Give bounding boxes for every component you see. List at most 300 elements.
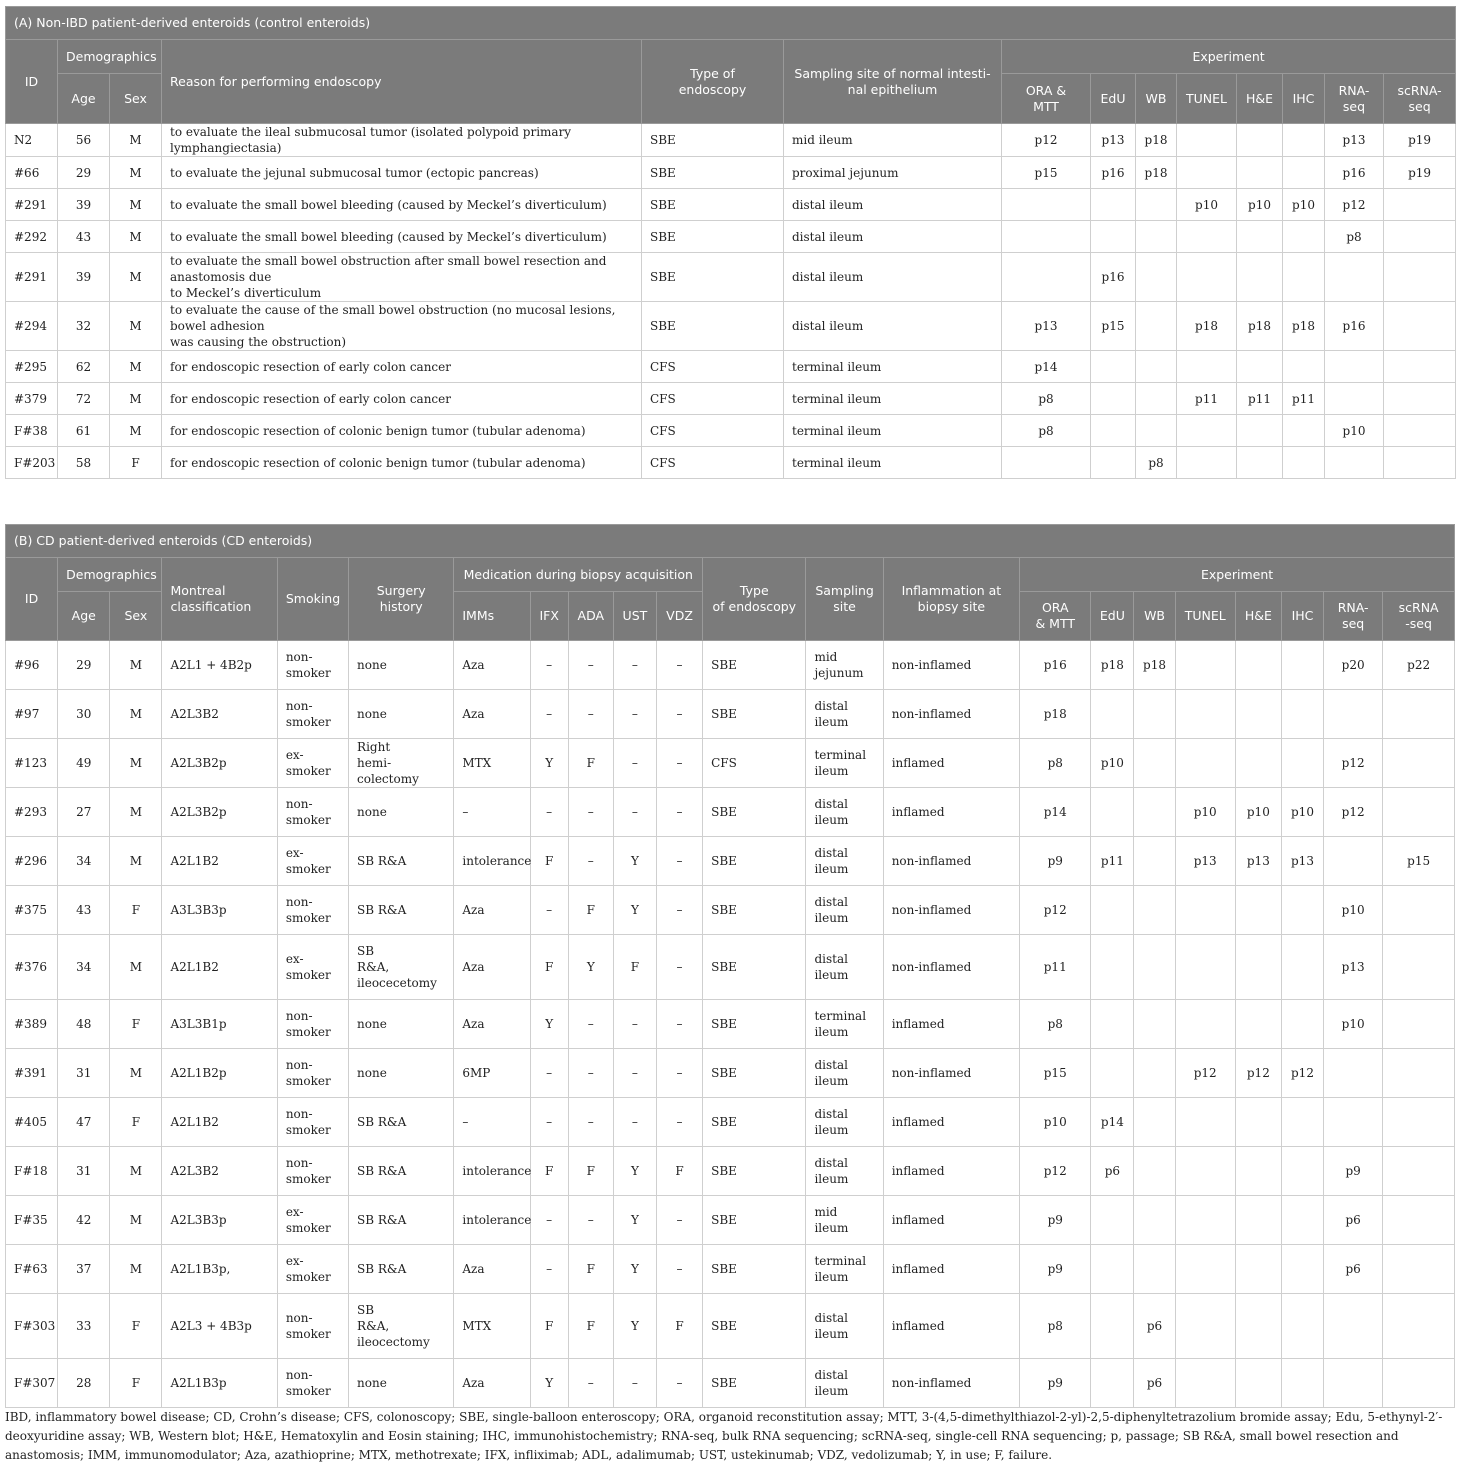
cell-exp: p9 xyxy=(1020,837,1091,886)
cell-reason: for endoscopic resection of early colon cancer xyxy=(162,351,642,383)
cell-smoking: non- smoker xyxy=(277,788,348,837)
cell-med: – xyxy=(613,641,656,690)
cell-surgery: SB R&A xyxy=(349,1098,454,1147)
cell-age: 33 xyxy=(58,1294,110,1359)
cell-med: – xyxy=(568,1098,613,1147)
cell-site: distal ileum xyxy=(806,1294,883,1359)
cell-sex: M xyxy=(110,1196,162,1245)
col-type: Type of endoscopy xyxy=(642,40,784,124)
cell-med: – xyxy=(568,690,613,739)
cell-surgery: Right hemi-colectomy xyxy=(349,739,454,788)
cell-id: F#303 xyxy=(6,1294,58,1359)
cell-exp: p6 xyxy=(1324,1245,1383,1294)
cell-id: #123 xyxy=(6,739,58,788)
cell-exp xyxy=(1091,447,1136,479)
cell-age: 47 xyxy=(58,1098,110,1147)
cell-age: 31 xyxy=(58,1049,110,1098)
cell-age: 56 xyxy=(58,124,110,157)
cell-id: N2 xyxy=(6,124,58,157)
col-sex: Sex xyxy=(110,592,162,641)
table-row xyxy=(6,1049,1455,1098)
cell-reason: to evaluate the cause of the small bowel obstruction (no mucosal lesions, bowel adhesion was causing the obstruction) xyxy=(162,302,642,351)
cell-sex: M xyxy=(110,690,162,739)
cell-smoking: non- smoker xyxy=(277,886,348,935)
cell-site: mid ileum xyxy=(784,124,1002,157)
cell-exp xyxy=(1134,1000,1175,1049)
col-exp-7: scRNA -seq xyxy=(1383,592,1455,641)
cell-montreal: A2L1B2 xyxy=(162,837,277,886)
cell-reason: to evaluate the small bowel bleeding (caused by Meckel’s diverticulum) xyxy=(162,189,642,221)
cell-exp xyxy=(1134,1147,1175,1196)
cell-exp: p18 xyxy=(1283,302,1325,351)
cell-exp xyxy=(1324,1098,1383,1147)
cell-inflammation: non-inflamed xyxy=(883,641,1019,690)
cell-med: Y xyxy=(613,1294,656,1359)
cell-exp xyxy=(1383,1294,1455,1359)
cell-exp: p13 xyxy=(1175,837,1235,886)
cell-exp xyxy=(1384,383,1456,415)
cell-med: – xyxy=(613,1098,656,1147)
cell-exp xyxy=(1283,157,1325,189)
cell-exp: p6 xyxy=(1134,1359,1175,1408)
cell-age: 39 xyxy=(58,253,110,302)
col-exp-4: H&E xyxy=(1235,592,1281,641)
cell-exp xyxy=(1281,641,1323,690)
col-reason: Reason for performing endoscopy xyxy=(162,40,642,124)
cell-id: #294 xyxy=(6,302,58,351)
cell-site: terminal ileum xyxy=(784,383,1002,415)
cell-exp xyxy=(1235,1245,1281,1294)
cell-exp xyxy=(1235,1000,1281,1049)
cell-exp: p16 xyxy=(1091,157,1136,189)
cell-site: distal ileum xyxy=(784,253,1002,302)
cell-med: – xyxy=(530,1049,568,1098)
cell-exp xyxy=(1383,1049,1455,1098)
col-exp-5: IHC xyxy=(1281,592,1323,641)
cell-type: CFS xyxy=(642,351,784,383)
cell-exp: p9 xyxy=(1020,1245,1091,1294)
cell-age: 61 xyxy=(58,415,110,447)
cell-exp xyxy=(1136,302,1177,351)
cell-med: – xyxy=(454,788,530,837)
cell-exp xyxy=(1281,935,1323,1000)
table-row xyxy=(6,1245,1455,1294)
cell-age: 42 xyxy=(58,1196,110,1245)
cell-inflammation: inflamed xyxy=(883,739,1019,788)
cell-id: #291 xyxy=(6,189,58,221)
cell-type: SBE xyxy=(642,157,784,189)
cell-montreal: A2L3B3p xyxy=(162,1196,277,1245)
cell-surgery: SB R&A xyxy=(349,1196,454,1245)
cell-exp: p15 xyxy=(1091,302,1136,351)
cell-exp xyxy=(1177,253,1237,302)
cell-age: 43 xyxy=(58,886,110,935)
cell-smoking: ex- smoker xyxy=(277,739,348,788)
cell-exp xyxy=(1134,837,1175,886)
cell-inflammation: non-inflamed xyxy=(883,837,1019,886)
cell-exp xyxy=(1136,189,1177,221)
table-row xyxy=(6,383,1456,415)
cell-med: F xyxy=(530,935,568,1000)
col-id: ID xyxy=(6,40,58,124)
cell-med: F xyxy=(530,1294,568,1359)
cell-id: #291 xyxy=(6,253,58,302)
table-row xyxy=(6,788,1455,837)
cell-sex: M xyxy=(110,935,162,1000)
cell-exp xyxy=(1281,690,1323,739)
cell-type: SBE xyxy=(642,253,784,302)
cell-exp: p19 xyxy=(1384,124,1456,157)
table-row xyxy=(6,253,1456,302)
cell-exp: p13 xyxy=(1281,837,1323,886)
cell-id: #66 xyxy=(6,157,58,189)
cell-age: 58 xyxy=(58,447,110,479)
cell-site: distal ileum xyxy=(784,302,1002,351)
cell-exp xyxy=(1281,1000,1323,1049)
cell-reason: for endoscopic resection of colonic benign tumor (tubular adenoma) xyxy=(162,447,642,479)
cell-med: – xyxy=(568,1359,613,1408)
col-exp-6: RNA- seq xyxy=(1324,592,1383,641)
cell-id: F#203 xyxy=(6,447,58,479)
cell-exp xyxy=(1384,253,1456,302)
cell-exp: p13 xyxy=(1002,302,1091,351)
cell-exp: p8 xyxy=(1136,447,1177,479)
cell-exp xyxy=(1237,351,1283,383)
cell-med: – xyxy=(613,1000,656,1049)
cell-id: #389 xyxy=(6,1000,58,1049)
cell-med: – xyxy=(656,641,702,690)
cell-exp xyxy=(1283,415,1325,447)
table-row xyxy=(6,157,1456,189)
cell-sex: F xyxy=(110,447,162,479)
cell-med: – xyxy=(530,1098,568,1147)
cell-exp xyxy=(1175,886,1235,935)
cell-type: SBE xyxy=(703,1000,806,1049)
cell-type: SBE xyxy=(703,1359,806,1408)
cell-exp: p10 xyxy=(1324,1000,1383,1049)
cell-med: F xyxy=(656,1147,702,1196)
cell-exp: p10 xyxy=(1237,189,1283,221)
cell-exp: p10 xyxy=(1235,788,1281,837)
table-row xyxy=(6,1294,1455,1359)
col-smoking: Smoking xyxy=(277,558,348,641)
cell-type: SBE xyxy=(703,837,806,886)
cell-id: #295 xyxy=(6,351,58,383)
cell-age: 62 xyxy=(58,351,110,383)
cell-exp xyxy=(1134,739,1175,788)
cell-inflammation: non-inflamed xyxy=(883,886,1019,935)
cell-exp xyxy=(1235,935,1281,1000)
cell-exp: p10 xyxy=(1177,189,1237,221)
cell-med: Aza xyxy=(454,1359,530,1408)
cell-exp: p14 xyxy=(1002,351,1091,383)
cell-exp xyxy=(1324,837,1383,886)
cell-exp xyxy=(1002,221,1091,253)
cell-sex: M xyxy=(110,1245,162,1294)
cell-exp: p8 xyxy=(1020,1294,1091,1359)
cell-exp: p9 xyxy=(1020,1196,1091,1245)
cell-inflammation: inflamed xyxy=(883,1000,1019,1049)
cell-site: distal ileum xyxy=(806,690,883,739)
cell-exp xyxy=(1091,221,1136,253)
cell-age: 30 xyxy=(58,690,110,739)
cell-site: distal ileum xyxy=(806,1147,883,1196)
col-exp-5: IHC xyxy=(1283,74,1325,124)
cell-type: CFS xyxy=(703,739,806,788)
cell-inflammation: inflamed xyxy=(883,1245,1019,1294)
cell-montreal: A3L3B1p xyxy=(162,1000,277,1049)
cell-inflammation: inflamed xyxy=(883,1196,1019,1245)
cell-exp xyxy=(1136,383,1177,415)
cell-exp: p16 xyxy=(1325,157,1384,189)
cell-exp xyxy=(1384,189,1456,221)
cell-exp: p8 xyxy=(1020,739,1091,788)
cell-exp xyxy=(1175,1245,1235,1294)
cell-id: #293 xyxy=(6,788,58,837)
cell-age: 34 xyxy=(58,935,110,1000)
cell-sex: M xyxy=(110,383,162,415)
cell-age: 48 xyxy=(58,1000,110,1049)
cell-exp xyxy=(1235,886,1281,935)
cell-med: – xyxy=(530,886,568,935)
cell-exp xyxy=(1175,1000,1235,1049)
cell-med: Y xyxy=(530,1000,568,1049)
cell-exp xyxy=(1235,1294,1281,1359)
table-row xyxy=(6,641,1455,690)
cell-sex: M xyxy=(110,1147,162,1196)
cell-type: SBE xyxy=(703,1049,806,1098)
cell-exp xyxy=(1324,1049,1383,1098)
cell-age: 49 xyxy=(58,739,110,788)
cell-exp: p9 xyxy=(1324,1147,1383,1196)
cell-exp xyxy=(1383,935,1455,1000)
cell-exp xyxy=(1283,253,1325,302)
cell-sex: F xyxy=(110,1000,162,1049)
cell-med: – xyxy=(530,641,568,690)
cell-med: F xyxy=(656,1294,702,1359)
cell-med: F xyxy=(568,1147,613,1196)
col-med-2: ADA xyxy=(568,592,613,641)
cell-med: Y xyxy=(613,1147,656,1196)
table-row xyxy=(6,124,1456,157)
cell-sex: F xyxy=(110,1359,162,1408)
cell-exp xyxy=(1384,221,1456,253)
cell-exp xyxy=(1177,157,1237,189)
cell-type: SBE xyxy=(703,935,806,1000)
cell-exp: p8 xyxy=(1002,415,1091,447)
cell-exp xyxy=(1136,415,1177,447)
cell-exp: p18 xyxy=(1020,690,1091,739)
cell-med: Y xyxy=(613,1245,656,1294)
cell-site: mid jejunum xyxy=(806,641,883,690)
cell-exp xyxy=(1091,1294,1134,1359)
col-montreal: Montreal classification xyxy=(162,558,277,641)
cell-med: Y xyxy=(530,1359,568,1408)
cell-id: #296 xyxy=(6,837,58,886)
table-row xyxy=(6,189,1456,221)
cell-exp: p12 xyxy=(1020,1147,1091,1196)
cell-exp xyxy=(1325,253,1384,302)
cell-med: Aza xyxy=(454,641,530,690)
cell-exp xyxy=(1002,447,1091,479)
cell-exp: p19 xyxy=(1384,157,1456,189)
cell-exp xyxy=(1002,253,1091,302)
cell-exp xyxy=(1235,739,1281,788)
cell-exp: p10 xyxy=(1283,189,1325,221)
cell-inflammation: non-inflamed xyxy=(883,1049,1019,1098)
cell-exp xyxy=(1091,415,1136,447)
cell-id: F#35 xyxy=(6,1196,58,1245)
cell-exp xyxy=(1235,1147,1281,1196)
cell-med: Aza xyxy=(454,1245,530,1294)
col-site: Sampling site of normal intesti- nal epithelium xyxy=(784,40,1002,124)
cell-exp: p6 xyxy=(1091,1147,1134,1196)
cell-site: terminal ileum xyxy=(806,739,883,788)
cell-reason: for endoscopic resection of early colon cancer xyxy=(162,383,642,415)
cell-montreal: A2L1B2 xyxy=(162,1098,277,1147)
col-exp-4: H&E xyxy=(1237,74,1283,124)
cell-id: F#307 xyxy=(6,1359,58,1408)
cell-med: – xyxy=(530,1196,568,1245)
cell-exp xyxy=(1175,935,1235,1000)
cell-surgery: SB R&A, ileocecetomy xyxy=(349,935,454,1000)
cell-sex: M xyxy=(110,189,162,221)
cell-exp: p14 xyxy=(1020,788,1091,837)
table-row xyxy=(6,351,1456,383)
cell-montreal: A2L3B2p xyxy=(162,739,277,788)
cell-exp xyxy=(1383,1098,1455,1147)
cell-med: Y xyxy=(530,739,568,788)
cell-exp: p11 xyxy=(1283,383,1325,415)
cell-exp xyxy=(1237,157,1283,189)
cell-med: – xyxy=(656,1245,702,1294)
cell-exp xyxy=(1091,1049,1134,1098)
cell-med: – xyxy=(568,1049,613,1098)
cell-exp: p15 xyxy=(1383,837,1455,886)
cell-montreal: A2L3B2 xyxy=(162,690,277,739)
cell-montreal: A2L1B2p xyxy=(162,1049,277,1098)
cell-med: intolerance xyxy=(454,1147,530,1196)
cell-site: terminal ileum xyxy=(806,1245,883,1294)
cell-id: #405 xyxy=(6,1098,58,1147)
cell-med: – xyxy=(656,1098,702,1147)
cell-site: distal ileum xyxy=(806,788,883,837)
cell-sex: F xyxy=(110,886,162,935)
cell-surgery: none xyxy=(349,788,454,837)
cell-age: 34 xyxy=(58,837,110,886)
cell-smoking: ex- smoker xyxy=(277,1196,348,1245)
cell-site: distal ileum xyxy=(806,1049,883,1098)
table-row xyxy=(6,739,1455,788)
cell-exp xyxy=(1175,1147,1235,1196)
cell-exp: p13 xyxy=(1325,124,1384,157)
cell-med: – xyxy=(613,739,656,788)
cell-exp xyxy=(1324,690,1383,739)
cell-site: distal ileum xyxy=(806,935,883,1000)
cell-exp xyxy=(1235,690,1281,739)
cell-med: Y xyxy=(613,1196,656,1245)
cell-montreal: A3L3B3p xyxy=(162,886,277,935)
cell-exp xyxy=(1136,351,1177,383)
cell-exp xyxy=(1281,1147,1323,1196)
cell-inflammation: non-inflamed xyxy=(883,1359,1019,1408)
cell-exp: p10 xyxy=(1020,1098,1091,1147)
cell-age: 29 xyxy=(58,157,110,189)
cell-med: – xyxy=(530,690,568,739)
cell-exp xyxy=(1134,1245,1175,1294)
cell-exp xyxy=(1384,302,1456,351)
cell-med: – xyxy=(530,1245,568,1294)
cell-exp: p11 xyxy=(1020,935,1091,1000)
cell-id: #379 xyxy=(6,383,58,415)
cell-surgery: SB R&A xyxy=(349,837,454,886)
cell-exp xyxy=(1177,447,1237,479)
cell-exp xyxy=(1281,1245,1323,1294)
cell-id: F#63 xyxy=(6,1245,58,1294)
col-exp-3: TUNEL xyxy=(1175,592,1235,641)
cell-exp xyxy=(1237,415,1283,447)
table-row xyxy=(6,447,1456,479)
cell-med: – xyxy=(656,935,702,1000)
cell-site: distal ileum xyxy=(784,221,1002,253)
cell-exp xyxy=(1091,189,1136,221)
cell-exp xyxy=(1091,383,1136,415)
cell-exp xyxy=(1383,1000,1455,1049)
cell-type: CFS xyxy=(642,447,784,479)
cell-exp xyxy=(1283,221,1325,253)
cell-smoking: non- smoker xyxy=(277,690,348,739)
cell-exp: p10 xyxy=(1175,788,1235,837)
table-row xyxy=(6,1098,1455,1147)
cell-smoking: non- smoker xyxy=(277,1000,348,1049)
col-age: Age xyxy=(58,74,110,124)
cell-exp xyxy=(1136,221,1177,253)
cell-id: #97 xyxy=(6,690,58,739)
cell-exp xyxy=(1324,1294,1383,1359)
cell-inflammation: inflamed xyxy=(883,1147,1019,1196)
cell-exp: p20 xyxy=(1324,641,1383,690)
cell-site: terminal ileum xyxy=(784,415,1002,447)
cell-surgery: none xyxy=(349,1359,454,1408)
cell-exp: p6 xyxy=(1324,1196,1383,1245)
cell-age: 31 xyxy=(58,1147,110,1196)
cell-exp xyxy=(1383,788,1455,837)
cell-med: MTX xyxy=(454,739,530,788)
cell-med: F xyxy=(530,1147,568,1196)
cell-exp xyxy=(1281,1098,1323,1147)
cell-exp xyxy=(1235,1196,1281,1245)
cell-site: terminal ileum xyxy=(806,1000,883,1049)
cell-exp: p18 xyxy=(1136,157,1177,189)
cell-med: – xyxy=(656,837,702,886)
cell-med: intolerance xyxy=(454,1196,530,1245)
cell-med: – xyxy=(568,641,613,690)
cell-exp xyxy=(1177,351,1237,383)
cell-med: – xyxy=(656,739,702,788)
cell-age: 32 xyxy=(58,302,110,351)
cell-sex: M xyxy=(110,415,162,447)
cell-sex: M xyxy=(110,739,162,788)
col-site: Sampling site xyxy=(806,558,883,641)
cell-site: terminal ileum xyxy=(784,351,1002,383)
cell-med: – xyxy=(613,1049,656,1098)
table-row xyxy=(6,1000,1455,1049)
cell-site: proximal jejunum xyxy=(784,157,1002,189)
cell-med: Y xyxy=(613,837,656,886)
cell-exp xyxy=(1091,788,1134,837)
table-row xyxy=(6,1147,1455,1196)
cell-exp xyxy=(1134,788,1175,837)
